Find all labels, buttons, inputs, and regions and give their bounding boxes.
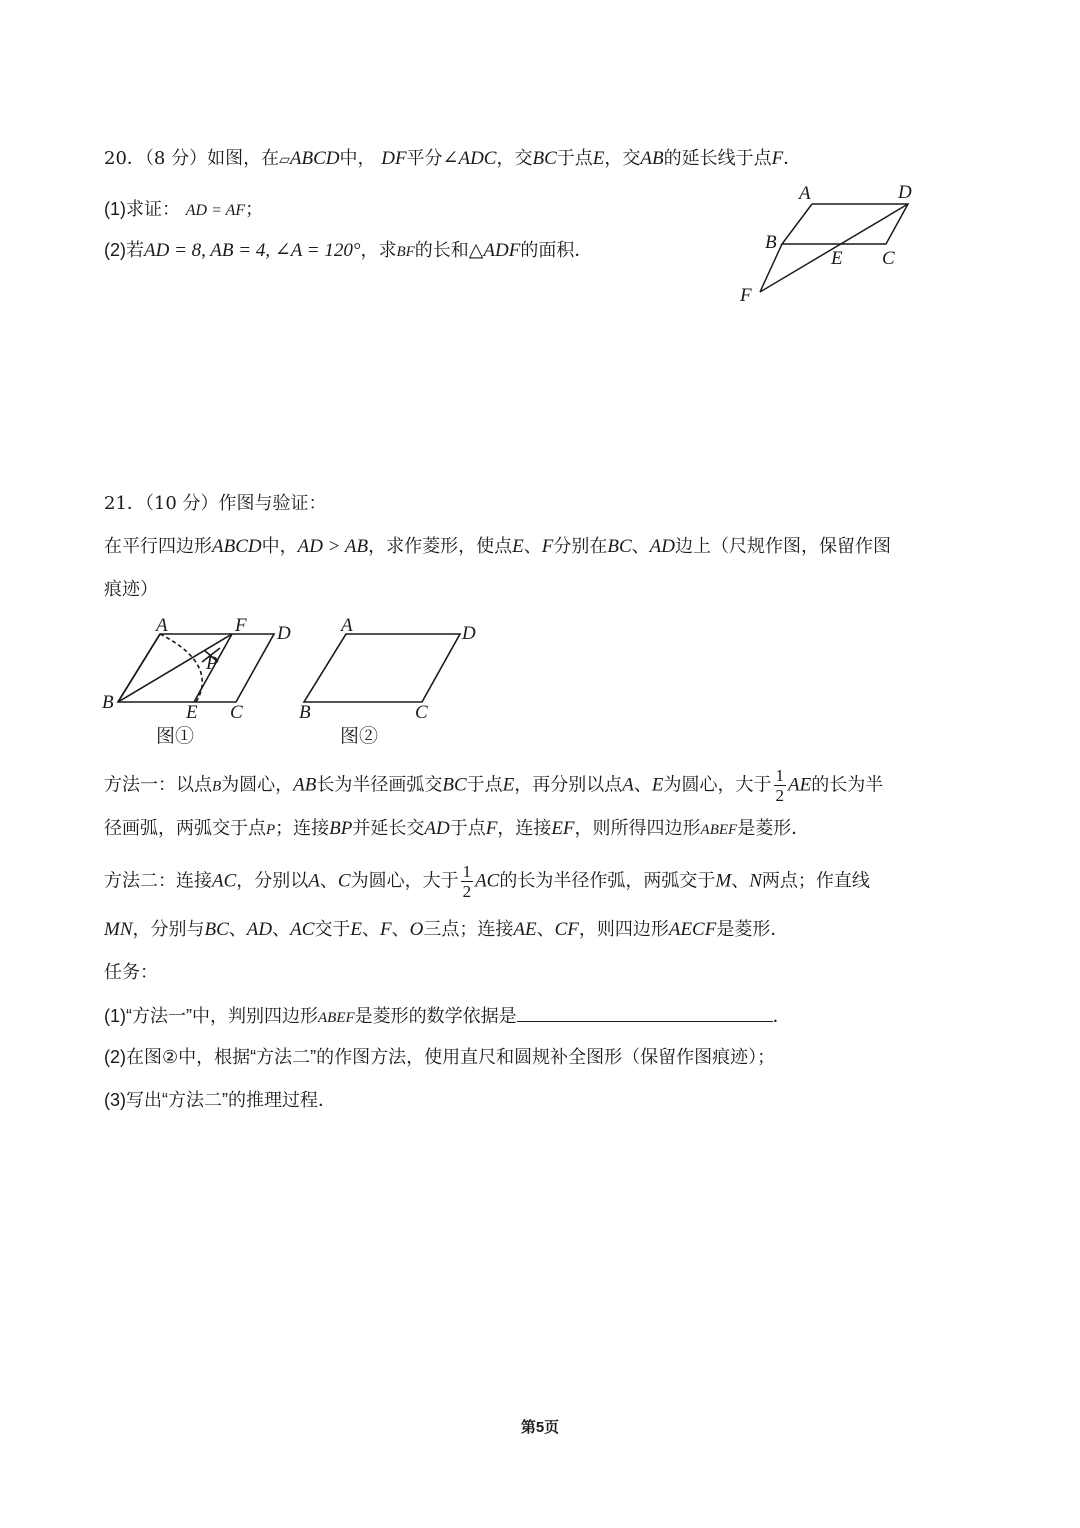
fig1-label-b: B	[102, 692, 114, 713]
answer-blank[interactable]	[517, 1003, 773, 1022]
label-d: D	[898, 182, 912, 203]
fig2-parallelogram	[304, 634, 460, 702]
fig2-label-d: D	[462, 623, 476, 644]
q20-figure	[730, 176, 930, 306]
fig2-label-c: C	[415, 702, 428, 723]
fig1-label-e: E	[186, 702, 198, 723]
fig1-label-a: A	[156, 615, 168, 636]
parallelogram-abcd	[782, 204, 908, 244]
fig1-label-p: P	[206, 653, 218, 674]
fig1-label-c: C	[230, 702, 243, 723]
fig2-label-b: B	[299, 702, 311, 723]
fraction-half: $\frac{1}{2}$	[775, 766, 784, 805]
q21-intro: 在平行四边形ABCD中，AD > AB，求作菱形，使点E、F分别在BC、AD边上（尺规作图，保留作图	[104, 536, 891, 557]
q21-method1-line1: 方法一：以点B为圆心，AB长为半径画弧交BC于点E，再分别以点A、E为圆心，大于 $\frac{1}{2}$ AE的长为半	[104, 766, 884, 805]
page-number: 第5页	[520, 1419, 560, 1436]
q20-part2: (2)若AD = 8, AB = 4, ∠A = 120°，求BF的长和△ADF的面积．	[104, 240, 593, 261]
q21-task1: (1)“方法一”中，判别四边形ABEF是菱形的数学依据是 ．	[104, 1003, 791, 1030]
fig1-label-d: D	[277, 623, 291, 644]
fig2-caption: 图②	[340, 726, 379, 747]
label-b: B	[765, 232, 777, 253]
fraction-half-2: $\frac{1}{2}$	[462, 862, 472, 901]
fig1-caption: 图①	[156, 726, 195, 747]
fig1-line-ba	[118, 634, 160, 702]
q20-part1: (1)求证： AD = AF；	[104, 199, 264, 220]
label-f: F	[740, 285, 752, 306]
q21-method2-line2: MN，分别与BC、AD、AC交于E、F、O三点；连接AE、CF，则四边形AECF是菱形．	[104, 919, 789, 940]
q20-stem: 20．（8 分）如图，在▱ABCD中， DF平分∠ADC，交BC于点E，交AB的延长线于点F．	[104, 148, 802, 169]
label-c: C	[882, 248, 895, 269]
q21-figures	[96, 612, 496, 752]
fig1-arc-ae	[160, 634, 202, 702]
q21-title: 21．（10 分）作图与验证：	[104, 493, 327, 514]
fig2-label-a: A	[341, 615, 353, 636]
q21-method1-line2: 径画弧，两弧交于点P；连接BP并延长交AD于点F，连接EF，则所得四边形ABEF是菱形．	[104, 818, 810, 839]
fig1-parallelogram	[118, 634, 274, 702]
label-a: A	[799, 183, 811, 204]
q21-task3: (3)写出“方法二”的推理过程．	[104, 1090, 336, 1110]
q21-intro-line2: 痕迹）	[104, 579, 158, 600]
q21-task2: (2)在图②中，根据“方法二”的作图方法，使用直尺和圆规补全图形（保留作图痕迹）；	[104, 1047, 776, 1067]
q21-method2-line1: 方法二：连接AC，分别以A、C为圆心，大于 $\frac{1}{2}$ AC的长为半径作弧，两弧交于M、N两点；作直线	[104, 862, 870, 901]
fig1-label-f: F	[235, 615, 247, 636]
label-e: E	[831, 248, 843, 269]
q21-task-label: 任务：	[104, 962, 158, 983]
